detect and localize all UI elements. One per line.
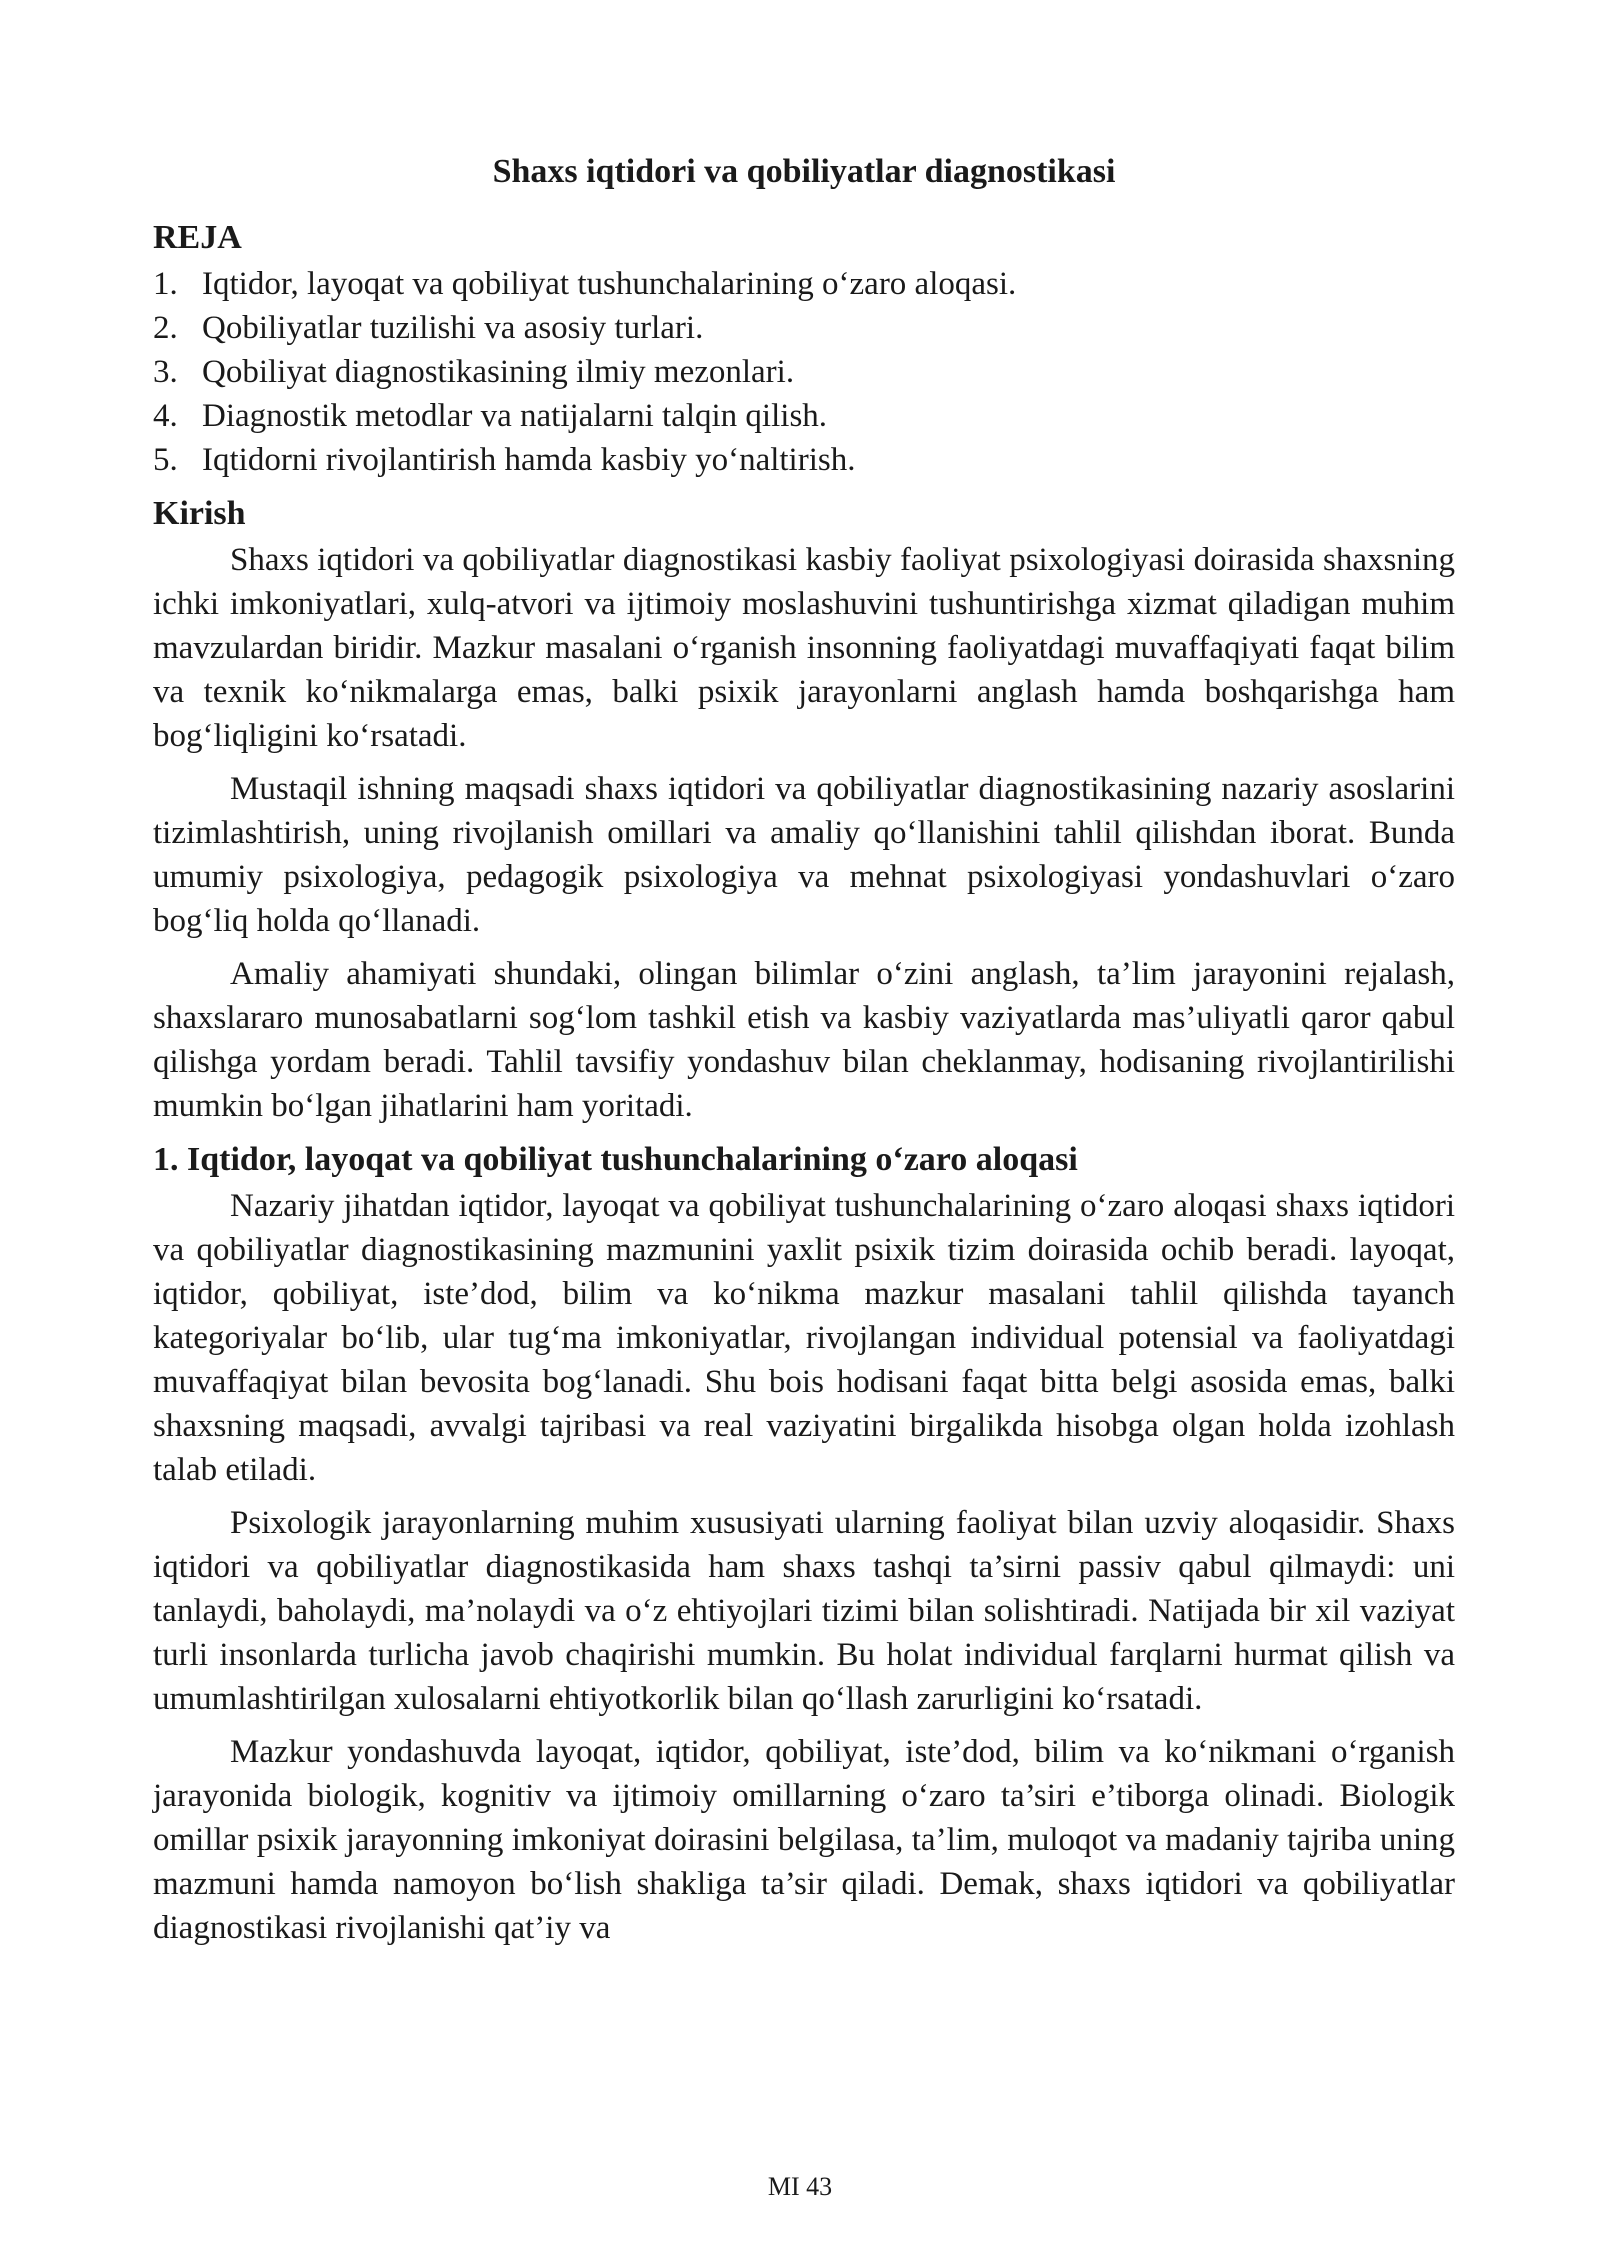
plan-item bbox=[153, 438, 1455, 482]
plan-item bbox=[153, 394, 1455, 438]
plan-item-number: 1. bbox=[153, 266, 178, 302]
intro-heading: Kirish bbox=[153, 495, 246, 532]
intro-paragraph: Shaxs iqtidori va qobiliyatlar diagnostikasi kasbiy faoliyat psixologiyasi doirasida shaxsning ichki imkoniyatlari, xulq-atvori va ijtimoiy moslashuvini tushuntirishga xizmat qiladigan muhim mavzulardan biridir. Mazkur masalani o‘rganish insonning faoliyatdagi muvaffaqiyati faqat bilim va texnik ko‘nikmalarga emas, balki psixik jarayonlarni anglash hamda boshqarishga ham bog‘liqligini ko‘rsatadi. bbox=[153, 542, 1455, 754]
section-paragraph: Mazkur yondashuvda layoqat, iqtidor, qobiliyat, iste’dod, bilim va ko‘nikmani o‘rganish jarayonida biologik, kognitiv va ijtimoiy omillarning o‘zaro ta’siri e’tiborga olinadi. Biologik omillar psixik jarayonning imkoniyat doirasini belgilasa, ta’lim, muloqot va madaniy tajriba uning mazmuni hamda namoyon bo‘lish shakliga ta’sir qiladi. Demak, shaxs iqtidori va qobiliyatlar diagnostikasi rivojlanishi qat’iy va bbox=[153, 1734, 1455, 1946]
plan-item-number: 5. bbox=[153, 442, 178, 478]
plan-item bbox=[153, 262, 1455, 306]
intro-paragraph: Mustaqil ishning maqsadi shaxs iqtidori va qobiliyatlar diagnostikasining nazariy asoslarini tizimlashtirish, uning rivojlanish omillari va amaliy qo‘llanishini tahlil qilishdan iborat. Bunda umumiy psixologiya, pedagogik psixologiya va mehnat psixologiyasi yondashuvlari o‘zaro bog‘liq holda qo‘llanadi. bbox=[153, 771, 1455, 939]
plan-item-text: Qobiliyat diagnostikasining ilmiy mezonlari. bbox=[202, 354, 795, 390]
page-number: MI 43 bbox=[767, 2172, 833, 2201]
plan-item-text: Iqtidor, layoqat va qobiliyat tushunchalarining o‘zaro aloqasi. bbox=[202, 266, 1017, 302]
document-title: Shaxs iqtidori va qobiliyatlar diagnostikasi bbox=[492, 153, 1116, 190]
plan-item-text: Iqtidorni rivojlantirish hamda kasbiy yo‘naltirish. bbox=[202, 442, 856, 478]
plan-list bbox=[153, 262, 1455, 482]
plan-heading: REJA bbox=[153, 219, 242, 256]
section-paragraph: Nazariy jihatdan iqtidor, layoqat va qobiliyat tushunchalarining o‘zaro aloqasi shaxs iqtidori va qobiliyatlar diagnostikasining mazmunini yaxlit psixik tizim doirasida ochib beradi. layoqat, iqtidor, qobiliyat, iste’dod, bilim va ko‘nikma mazkur masalani tahlil qilishda tayanch kategoriyalar bo‘lib, ular tug‘ma imkoniyatlar, rivojlangan individual potensial va faoliyatdagi muvaffaqiyat bilan bevosita bog‘lanadi. Shu bois hodisani faqat bitta belgi asosida emas, balki shaxsning maqsadi, avvalgi tajribasi va real vaziyatini birgalikda hisobga olgan holda izohlash talab etiladi. bbox=[153, 1188, 1455, 1488]
section-paragraph: Psixologik jarayonlarning muhim xususiyati ularning faoliyat bilan uzviy aloqasidir. Shaxs iqtidori va qobiliyatlar diagnostikasida ham shaxs tashqi ta’sirni passiv qabul qilmaydi: uni tanlaydi, baholaydi, ma’nolaydi va o‘z ehtiyojlari tizimi bilan solishtiradi. Natijada bir xil vaziyat turli insonlarda turlicha javob chaqirishi mumkin. Bu holat individual farqlarni hurmat qilish va umumlashtirilgan xulosalarni ehtiyotkorlik bilan qo‘llash zarurligini ko‘rsatadi. bbox=[153, 1505, 1455, 1717]
plan-item bbox=[153, 306, 1455, 350]
plan-item-text: Diagnostik metodlar va natijalarni talqin qilish. bbox=[202, 398, 828, 434]
plan-item-text: Qobiliyatlar tuzilishi va asosiy turlari. bbox=[202, 310, 704, 346]
document-page bbox=[153, 150, 1455, 1959]
plan-item bbox=[153, 350, 1455, 394]
plan-item-number: 3. bbox=[153, 354, 178, 390]
section-heading: 1. Iqtidor, layoqat va qobiliyat tushunchalarining o‘zaro aloqasi bbox=[153, 1141, 1078, 1178]
plan-item-number: 4. bbox=[153, 398, 178, 434]
plan-item-number: 2. bbox=[153, 310, 178, 346]
intro-paragraph: Amaliy ahamiyati shundaki, olingan bilimlar o‘zini anglash, ta’lim jarayonini rejalash, shaxslararo munosabatlarni sog‘lom tashkil etish va kasbiy vaziyatlarda mas’uliyatli qaror qabul qilishga yordam beradi. Tahlil tavsifiy yondashuv bilan cheklanmay, hodisaning rivojlantirilishi mumkin bo‘lgan jihatlarini ham yoritadi. bbox=[153, 956, 1455, 1124]
